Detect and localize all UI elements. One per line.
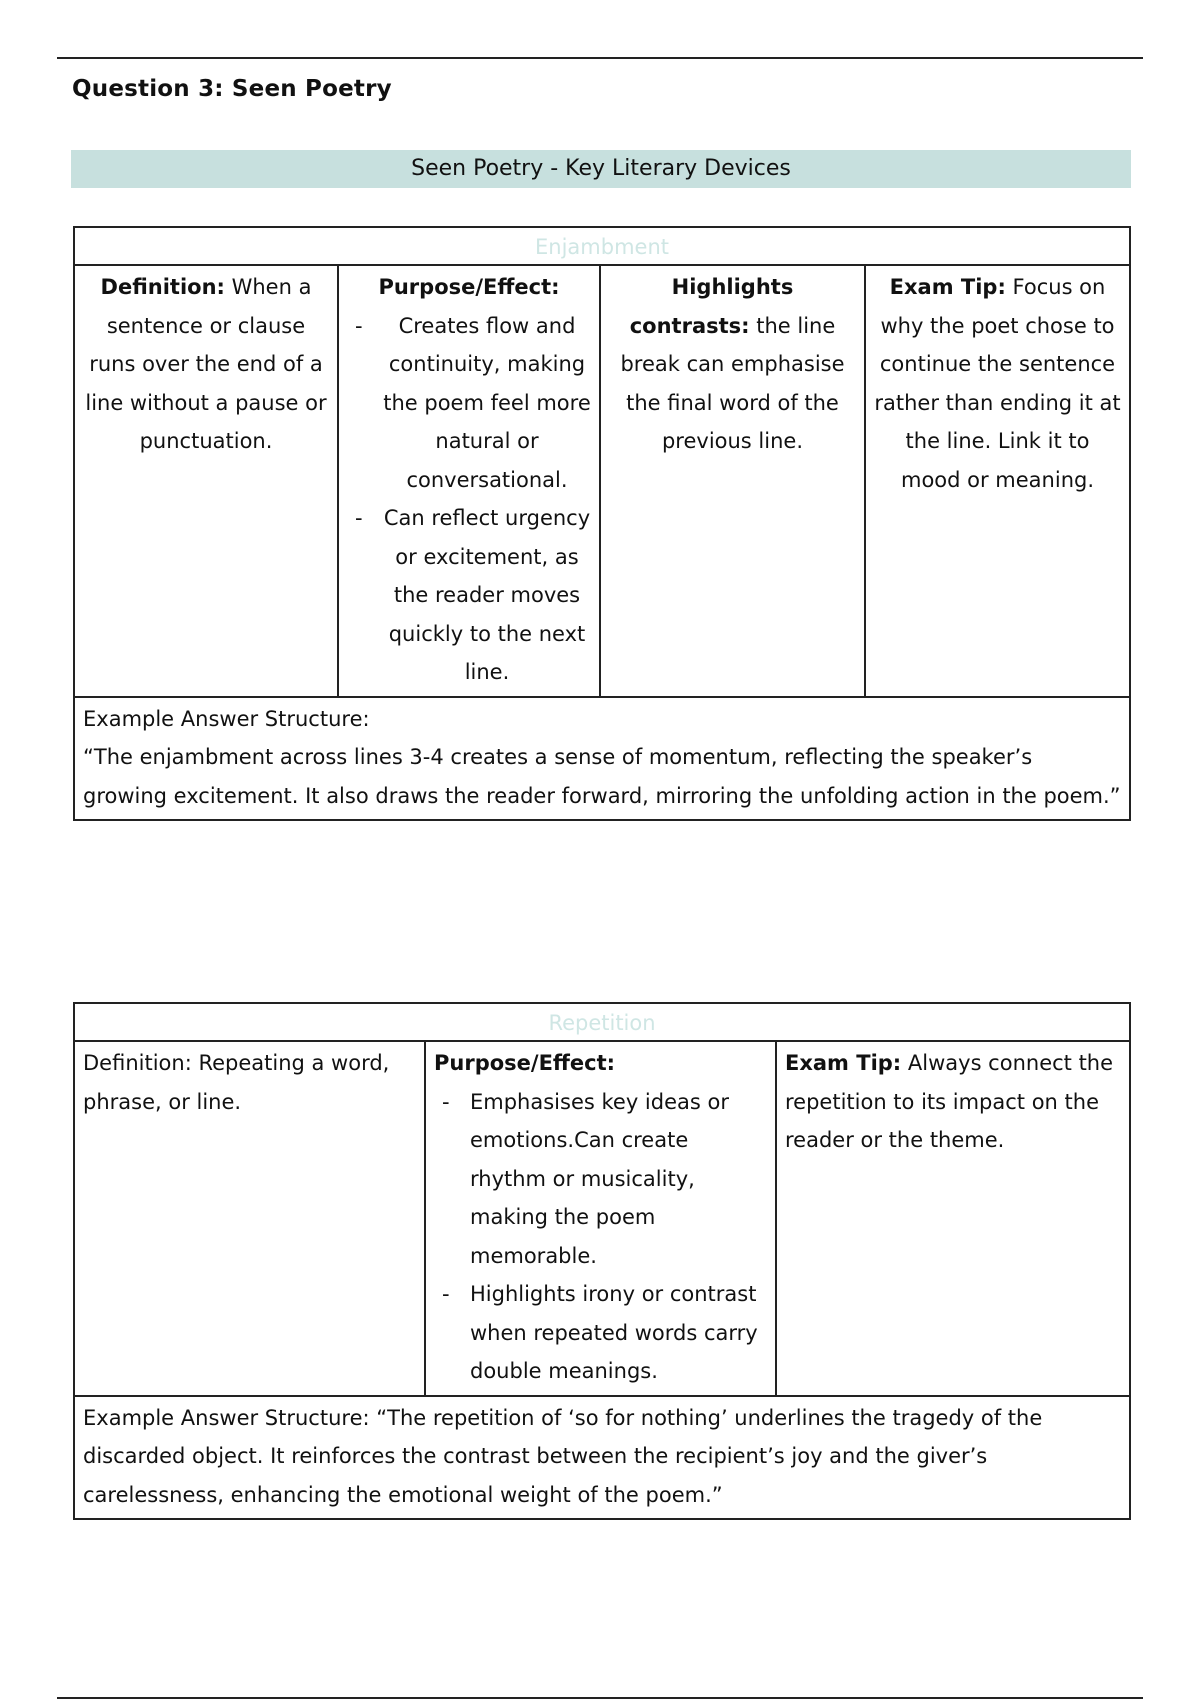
enjambment-definition-cell: [74, 265, 338, 697]
top-rule: [57, 57, 1143, 59]
repetition-example-cell: [74, 1396, 1130, 1520]
enjambment-title: Enjambment: [74, 227, 1130, 265]
enjambment-example-text: “The enjambment across lines 3-4 creates a sense of momentum, reflecting the speaker’s growing excitement. It also draws the reader forward, mirroring the unfolding action in the poem.”: [83, 745, 1121, 808]
enjambment-purpose-cell: [338, 265, 600, 697]
enjambment-highlights-label: Highlights contrasts:: [629, 275, 794, 338]
repetition-example-row: [74, 1396, 1130, 1520]
enjambment-example-cell: [74, 697, 1130, 821]
enjambment-tip-cell: [865, 265, 1130, 697]
repetition-purpose-cell: [425, 1041, 776, 1396]
repetition-purpose-list: [434, 1083, 767, 1391]
repetition-tip-text: Always connect the repetition to its impact on the reader or the theme.: [785, 1051, 1114, 1152]
enjambment-definition-text: When a sentence or clause runs over the end of a line without a pause or punctuation.: [85, 275, 327, 453]
repetition-definition-cell: [74, 1041, 425, 1396]
list-item: - Emphasises key ideas or emotions.Can create rhythm or musicality, making the poem memorable.: [434, 1083, 767, 1276]
enjambment-purpose-label: Purpose/Effect:: [378, 275, 560, 299]
enjambment-tip-text: Focus on why the poet chose to continue the sentence rather than ending it at the line. Link it to mood or meaning.: [874, 275, 1121, 492]
repetition-title: Repetition: [74, 1003, 1130, 1041]
enjambment-title-row: [74, 227, 1130, 265]
section-banner: Seen Poetry - Key Literary Devices: [71, 150, 1131, 188]
enjambment-content-row: [74, 265, 1130, 697]
enjambment-highlights-cell: [600, 265, 865, 697]
bottom-rule: [57, 1697, 1143, 1699]
list-item: - Creates flow and continuity, making the poem feel more natural or conversational.: [347, 307, 591, 500]
question-title: Question 3: Seen Poetry: [72, 76, 392, 102]
enjambment-table: [73, 226, 1131, 821]
repetition-purpose-label: Purpose/Effect:: [434, 1051, 616, 1075]
repetition-content-row: [74, 1041, 1130, 1396]
list-item: - Can reflect urgency or excitement, as the reader moves quickly to the next line.: [347, 499, 591, 692]
list-item: - Highlights irony or contrast when repeated words carry double meanings.: [434, 1275, 767, 1391]
enjambment-definition-label: Definition:: [100, 275, 225, 299]
repetition-example-text: Example Answer Structure: “The repetition of ‘so for nothing’ underlines the tragedy of the discarded object. It reinforces the contrast between the recipient’s joy and the giver’s carelessness, enhancing the emotional weight of the poem.”: [83, 1405, 1043, 1507]
enjambment-tip-label: Exam Tip:: [889, 275, 1006, 299]
enjambment-purpose-list: [347, 307, 591, 692]
enjambment-highlights-text: the line break can emphasise the final word of the previous line.: [620, 313, 845, 453]
repetition-definition-text: Definition: Repeating a word, phrase, or line.: [83, 1051, 390, 1114]
repetition-tip-label: Exam Tip:: [785, 1051, 902, 1075]
enjambment-example-row: [74, 697, 1130, 821]
repetition-title-row: [74, 1003, 1130, 1041]
enjambment-example-label: Example Answer Structure:: [83, 706, 370, 731]
repetition-tip-cell: [776, 1041, 1130, 1396]
repetition-table: [73, 1002, 1131, 1520]
